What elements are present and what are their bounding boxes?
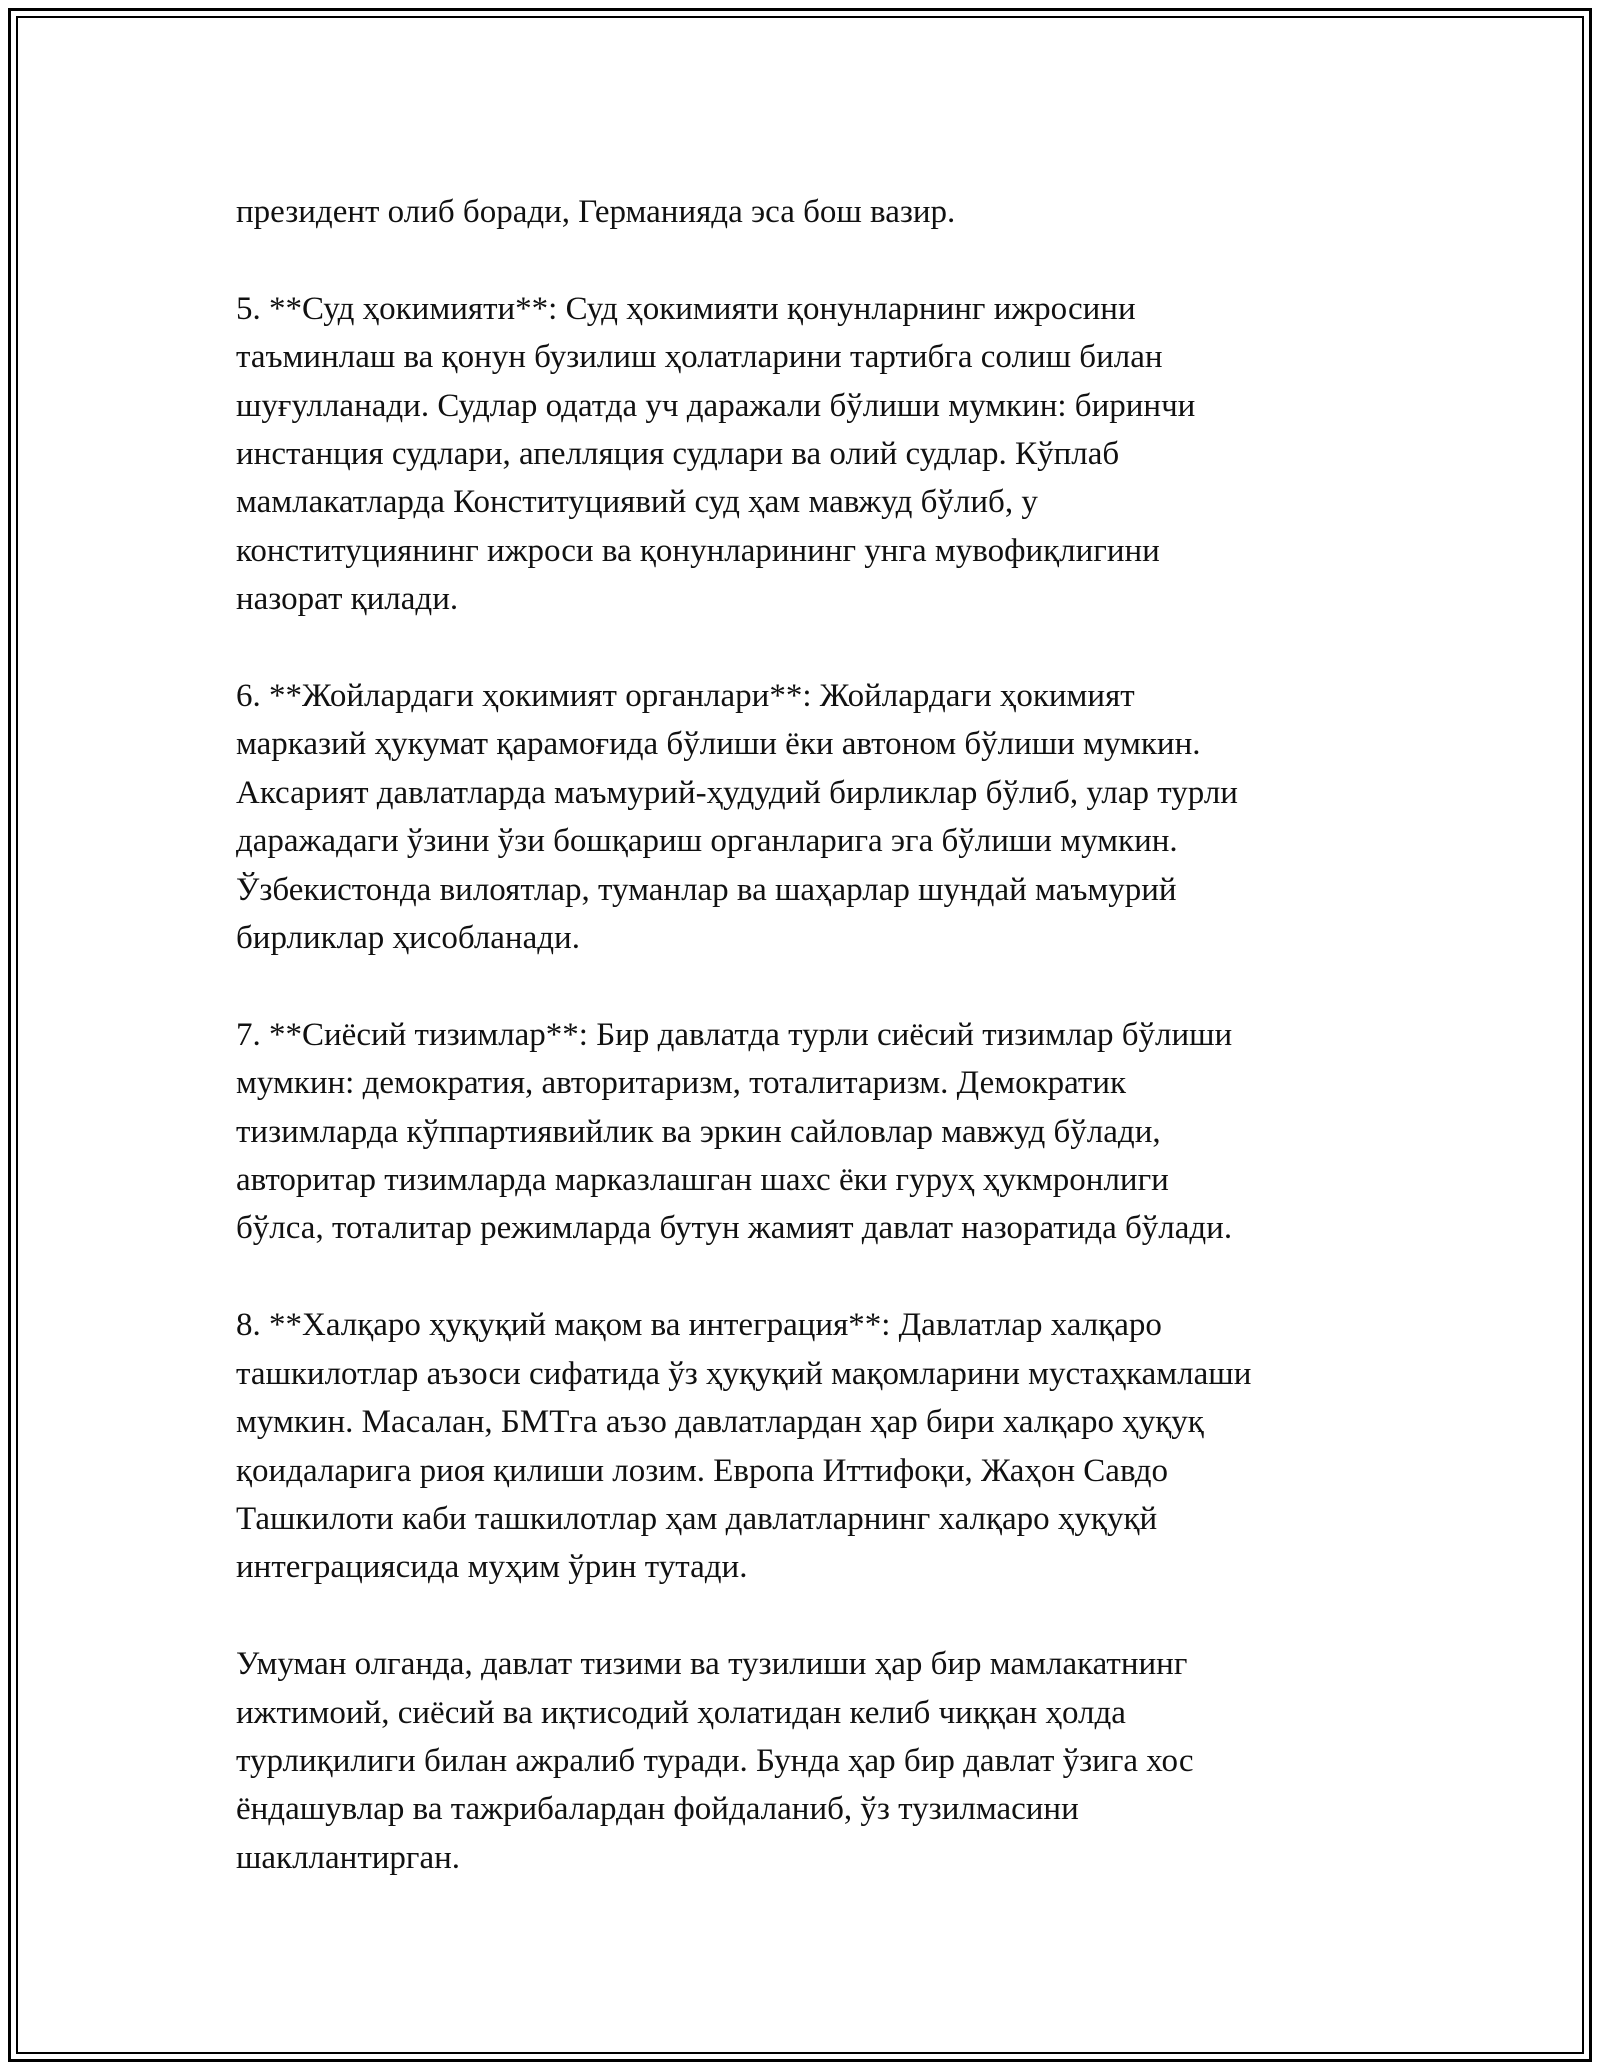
paragraph-conclusion: Умуман олганда, давлат тизими ва тузилиши ҳар бир мамлакатнинг ижтимоий, сиёсий ва иқтисодий ҳолатидан келиб чиққан ҳолда турлиқилиги билан ажралиб туради. Бунда ҳар бир давлат ўзига хос ёндашувлар ва тажрибалардан фойдаланиб, ўз тузилмасини шакллантирган. bbox=[236, 1646, 1194, 1876]
paragraph-continuation: президент олиб боради, Германияда эса бош вазир. bbox=[236, 194, 956, 230]
paragraph-judicial-power: 5. **Суд ҳокимияти**: Суд ҳокимияти қонунларнинг ижросини таъминлаш ва қонун бузилиш ҳолатларини тартибга солиш билан шуғулланади. Судлар одатда уч даражали бўлиши мумкин: биринчи инстанция судлари, апелляция судлари ва олий судлар. Кўплаб мамлакатларда Конституциявий суд ҳам мавжуд бўлиб, у конституциянинг ижроси ва қонунларининг унга мувофиқлигини назорат қилади. bbox=[236, 290, 1196, 618]
paragraph-political-systems: 7. **Сиёсий тизимлар**: Бир давлатда турли сиёсий тизимлар бўлиши мумкин: демократия, авторитаризм, тоталитаризм. Демократик тизимларда кўппартиявийлик ва эркин сайловлар мавжуд бўлади, авторитар тизимларда марказлашган шахс ёки гуруҳ ҳукмронлиги бўлса, тоталитар режимларда бутун жамият давлат назоратида бўлади. bbox=[236, 1016, 1233, 1247]
paragraph-international-status: 8. **Халқаро ҳуқуқий мақом ва интеграция**: Давлатлар халқаро ташкилотлар аъзоси сифатида ўз ҳуқуқий мақомларини мустаҳкамлаши мумкин. Масалан, БМТга аъзо давлатлардан ҳар бири халқаро ҳуқуқ қоидаларига риоя қилиши лозим. Европа Иттифоқи, Жаҳон Савдо Ташкилоти каби ташкилотлар ҳам давлатларнинг халқаро ҳуқуқй интеграциясида муҳим ўрин тутади. bbox=[236, 1307, 1252, 1586]
paragraph-local-authorities: 6. **Жойлардаги ҳокимият органлари**: Жойлардаги ҳокимият марказий ҳукумат қарамоғида бўлиши ёки автоном бўлиши мумкин. Аксарият давлатларда маъмурий-ҳудудий бирликлар бўлиб, улар турли даражадаги ўзини ўзи бошқариш органларига эга бўлиши мумкин. Ўзбекистонда вилоятлар, туманлар ва шаҳарлар шундай маъмурий бирликлар ҳисобланади. bbox=[236, 678, 1238, 957]
document-body bbox=[236, 188, 1386, 1931]
